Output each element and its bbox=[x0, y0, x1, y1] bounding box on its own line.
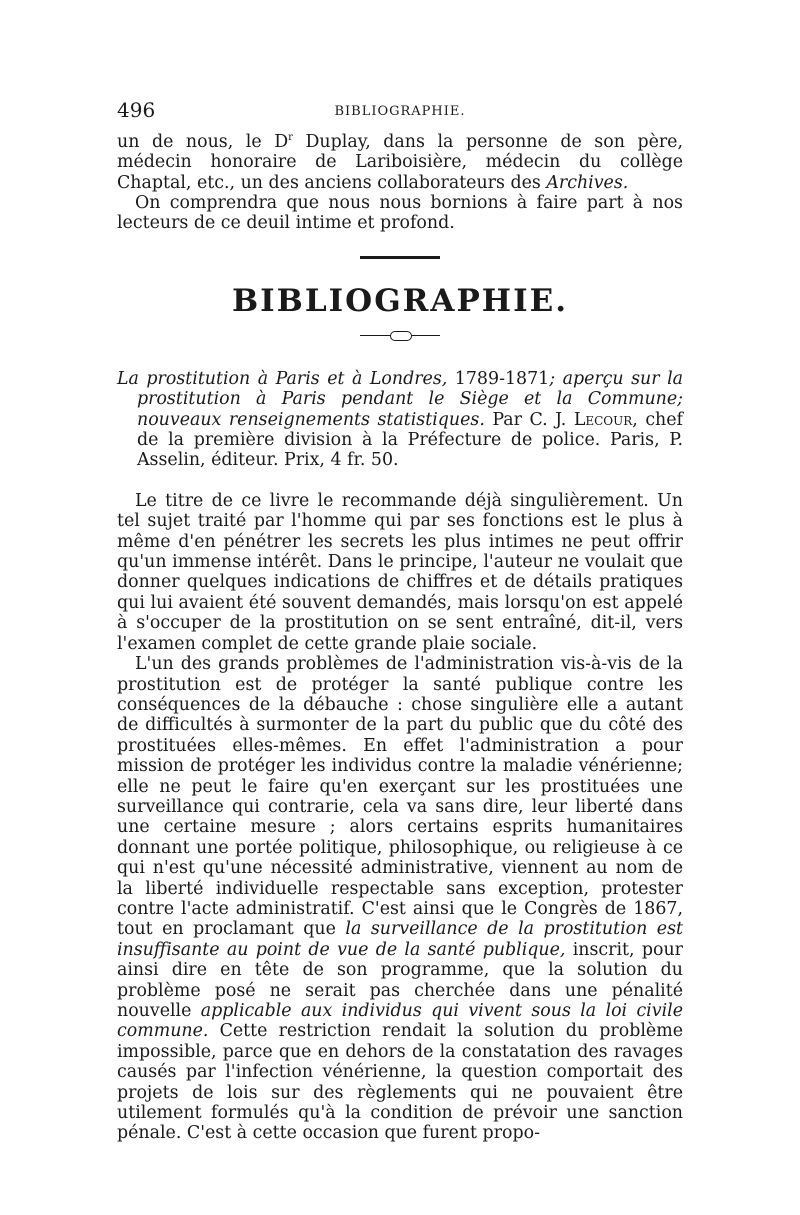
reference-details: , chef de la première division à la Préfecture de police. Paris, P. Asselin, éditeur. Prix, 4 fr. 50. bbox=[137, 409, 683, 471]
body-p2-quote-1: la surveillance de la prostitution est insuffisante au point de vue de la santé publique, bbox=[117, 919, 683, 960]
body-paragraph-2 bbox=[117, 654, 683, 1144]
body-p2-text-b: inscrit, pour ainsi dire en tête de son programme, que la solution du problème posé ne serait pas cherchée dans une pénalité nouvelle bbox=[117, 939, 683, 1022]
intro-paragraph-2: On comprendra que nous nous bornions à faire part à nos lecteurs de ce deuil intime et profond. bbox=[117, 193, 683, 234]
section-title: BIBLIOGRAPHIE. bbox=[231, 282, 569, 319]
doctor-superscript: r bbox=[288, 132, 293, 143]
bibliographic-reference bbox=[117, 369, 683, 471]
reference-by: Par C. J. bbox=[484, 409, 574, 430]
document-page bbox=[117, 98, 683, 1144]
body-p2-quote-2: applicable aux individus qui vivent sous la loi civile commune. bbox=[117, 1001, 683, 1042]
reference-title: La prostitution à Paris et à Londres, bbox=[117, 368, 448, 389]
intro-text-b: Duplay, dans la personne de son père, médecin honoraire de Lariboisière, médecin du collège Chaptal, etc., un des anciens collaborateurs des bbox=[117, 131, 683, 193]
archives-title: Archives. bbox=[546, 172, 629, 193]
intro-paragraph-1 bbox=[117, 128, 683, 193]
reference-subtitle: ; aperçu sur la prostitution à Paris pendant le Siège et la Commune; nouveaux renseignements statistiques. bbox=[137, 368, 684, 430]
reference-years: 1789-1871 bbox=[447, 368, 550, 389]
ornament-icon bbox=[360, 331, 440, 339]
section-divider-rule bbox=[360, 256, 440, 259]
ornament-divider bbox=[117, 327, 683, 347]
reference-author: Lecour bbox=[573, 409, 633, 430]
running-head bbox=[117, 98, 683, 128]
intro-text-a: un de nous, le D bbox=[117, 131, 289, 152]
page-number: 496 bbox=[117, 98, 156, 122]
body-p2-text-a: L'un des grands problèmes de l'administration vis-à-vis de la prostitution est de protéger la santé publique contre les conséquences de la débauche : chose singulière elle a autant de difficultés à surmonter de la part du public que du côté des prostituées elles-mêmes. En effet l'administration a pour mission de protéger les individus contre la maladie vénérienne; elle ne peut le faire qu'en exerçant sur les prostituées une surveillance qui contrarie, cela va sans dire, leur liberté dans une certaine mesure ; alors certains esprits humanitaires donnant une portée politique, philosophique, ou religieuse à ce qui n'est qu'une nécessité administrative, viennent au nom de la liberté individuelle respectable sans exception, protester contre l'acte administratif. C'est ainsi que le Congrès de 1867, tout en proclamant que bbox=[117, 654, 683, 940]
body-p2-text-c: Cette restriction rendait la solution du problème impossible, parce que en dehors de la constatation des ravages causés par l'infection vénérienne, la question comportait des projets de lois sur des règlements qui ne pouvaient être utilement formulés qu'à la condition de prévoir une sanction pénale. C'est à cette occasion que furent propo- bbox=[117, 1021, 683, 1144]
body-paragraph-1: Le titre de ce livre le recommande déjà singulièrement. Un tel sujet traité par l'homme qui par ses fonctions est le plus à même d'en pénétrer les secrets les plus intimes ne peut offrir qu'un immense intérêt. Dans le principe, l'auteur ne voulait que donner quelques indications de chiffres et de détails pratiques qui lui avaient été souvent demandés, mais lorsqu'on est appelé à s'occuper de la prostitution on se sent entraîné, dit-il, vers l'examen complet de cette grande plaie sociale. bbox=[117, 490, 683, 654]
running-title: BIBLIOGRAPHIE. bbox=[334, 104, 466, 119]
